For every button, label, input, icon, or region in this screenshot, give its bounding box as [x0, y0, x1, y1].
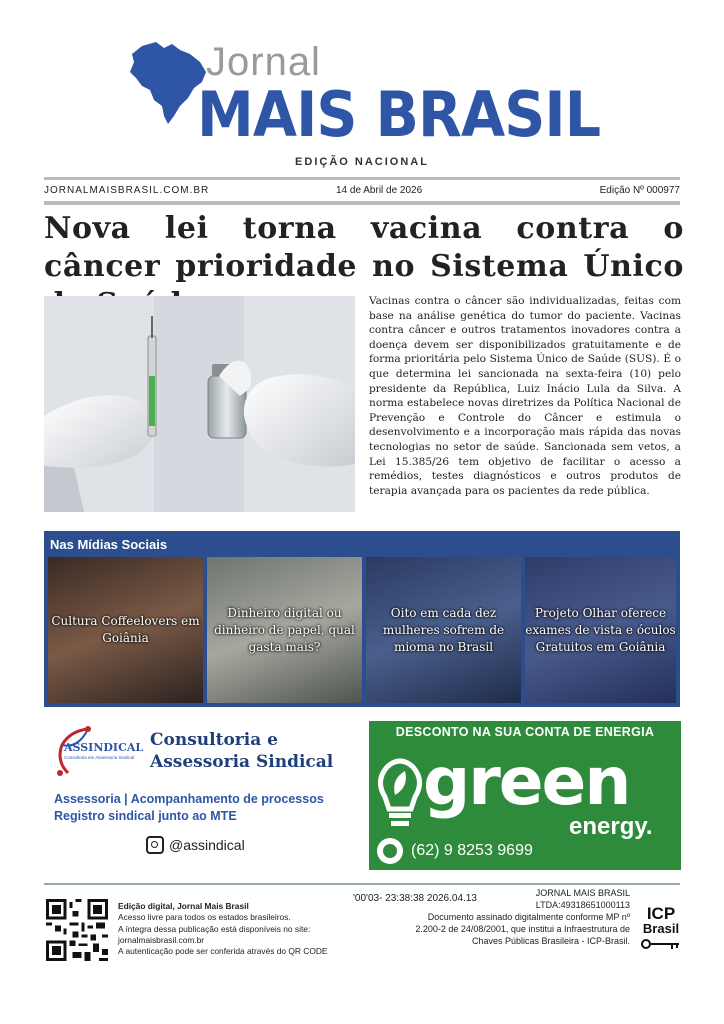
social-tile[interactable]: [48, 557, 203, 703]
igreen-tagline: energy.: [569, 813, 653, 840]
icp-logo-line1: ICP: [646, 904, 676, 923]
instagram-handle[interactable]: [146, 836, 245, 854]
whatsapp-icon: [377, 838, 403, 864]
digital-signature-info: [380, 887, 630, 947]
whatsapp-contact[interactable]: [377, 838, 533, 864]
whatsapp-phone: (62) 9 8253 9699: [411, 842, 533, 859]
masthead-title: MAIS BRASIL: [197, 78, 601, 151]
company-name: JORNAL MAIS BRASIL: [535, 888, 630, 898]
icp-brasil-logo: [638, 905, 684, 961]
footer-line: Acesso livre para todos os estados brasileiros.: [118, 912, 291, 923]
footer-divider: [44, 883, 680, 885]
footer-info: [118, 901, 328, 957]
article-body: Vacinas contra o câncer são individualizadas, feitas com base na análise genética do tumor do paciente. Vacinas contra câncer e outros tratamentos inovadores contra a doença devem ser disponibilizados gratuitamente e de forma prioritária pelo Sistema Único de Saúde (SUS). É o que determina lei sancionada na sexta-feira (10) pelo presidente da República, Luiz Inácio Lula da Silva. A norma estabelece novas diretrizes da Política Nacional de Prevenção e Controle do Câncer e estimula o desenvolvimento e a incorporação mais rápida das novas tecnologias no setor de saúde. Sancionada sem vetos, a Lei 15.385/26 tem objetivo de facilitar o acesso a remédios, testes diagnósticos e outros produtos de terapia avançada para os pacientes da rede pública.: [369, 295, 681, 497]
cert-line: Documento assinado digitalmente conforme MP nº: [427, 912, 630, 922]
social-tile-caption: Oito em cada dez mulheres sofrem de mioma no Brasil: [382, 605, 505, 654]
assindical-title-line1: Consultoria e: [150, 730, 278, 750]
footer-site-link[interactable]: jornalmaisbrasil.com.br: [118, 934, 205, 945]
brazil-map-logo: [128, 36, 208, 126]
assindical-ad[interactable]: [44, 721, 359, 867]
assindical-logo-subtext: Consultoria em Assessoria Sindical: [64, 755, 135, 760]
divider: [44, 177, 680, 180]
issue-date: 14 de Abril de 2026: [336, 185, 423, 196]
masthead-prefix: Jornal: [206, 40, 321, 84]
key-icon: [641, 938, 681, 950]
edition-label: EDIÇÃO NACIONAL: [295, 156, 429, 168]
company-id: LTDA:49318651000113: [535, 900, 630, 910]
social-tile-caption: Projeto Olhar oferece exames de vista e óculos Gratuitos em Goiânia: [525, 605, 676, 654]
signature-timestamp: '00'03- 23:38:38 2026.04.13: [353, 893, 477, 904]
vaccine-photo: [44, 296, 355, 512]
icp-logo-line2: Brasil: [642, 921, 680, 936]
site-link[interactable]: JORNALMAISBRASIL.COM.BR: [44, 185, 210, 196]
lightbulb-leaf-icon: [375, 751, 425, 831]
instagram-handle-text: @assindical: [169, 837, 245, 853]
assindical-services-line1: Assessoria | Acompanhamento de processos: [54, 792, 324, 806]
footer-line: A autenticação pode ser conferida através do QR CODE: [118, 946, 328, 957]
qr-code[interactable]: [46, 899, 108, 961]
footer-line: A íntegra dessa publicação está disponíveis no site:: [118, 923, 311, 934]
social-media-section: [44, 531, 680, 707]
igreen-brand: green: [423, 743, 630, 820]
social-tile-caption: Dinheiro digital ou dinheiro de papel, qual gasta mais?: [214, 605, 355, 654]
assindical-title-line2: Assessoria Sindical: [150, 752, 334, 772]
instagram-icon: [146, 836, 164, 854]
social-tile[interactable]: [207, 557, 362, 703]
social-tile[interactable]: [366, 557, 521, 703]
social-tile[interactable]: [525, 557, 676, 703]
divider: [44, 201, 680, 205]
cert-line: 2.200-2 de 24/08/2001, que institui a Infraestrutura de: [415, 924, 630, 934]
social-section-title: Nas Mídias Sociais: [50, 537, 168, 552]
assindical-services-line2: Registro sindical junto ao MTE: [54, 809, 237, 823]
cert-line: Chaves Públicas Brasileira - ICP-Brasil.: [471, 936, 630, 946]
assindical-logo-text: ASSINDICAL: [64, 741, 144, 754]
edition-number: Edição Nº 000977: [599, 185, 680, 196]
social-tile-caption: Cultura Coffeelovers em Goiânia: [51, 614, 200, 645]
headline[interactable]: Nova lei torna vacina contra o câncer prioridade no Sistema Único: [44, 211, 684, 284]
info-bar: [44, 182, 680, 198]
igreen-ad[interactable]: [369, 721, 681, 870]
footer-title: Edição digital, Jornal Mais Brasil: [118, 901, 249, 911]
igreen-banner: DESCONTO NA SUA CONTA DE ENERGIA: [395, 725, 655, 739]
